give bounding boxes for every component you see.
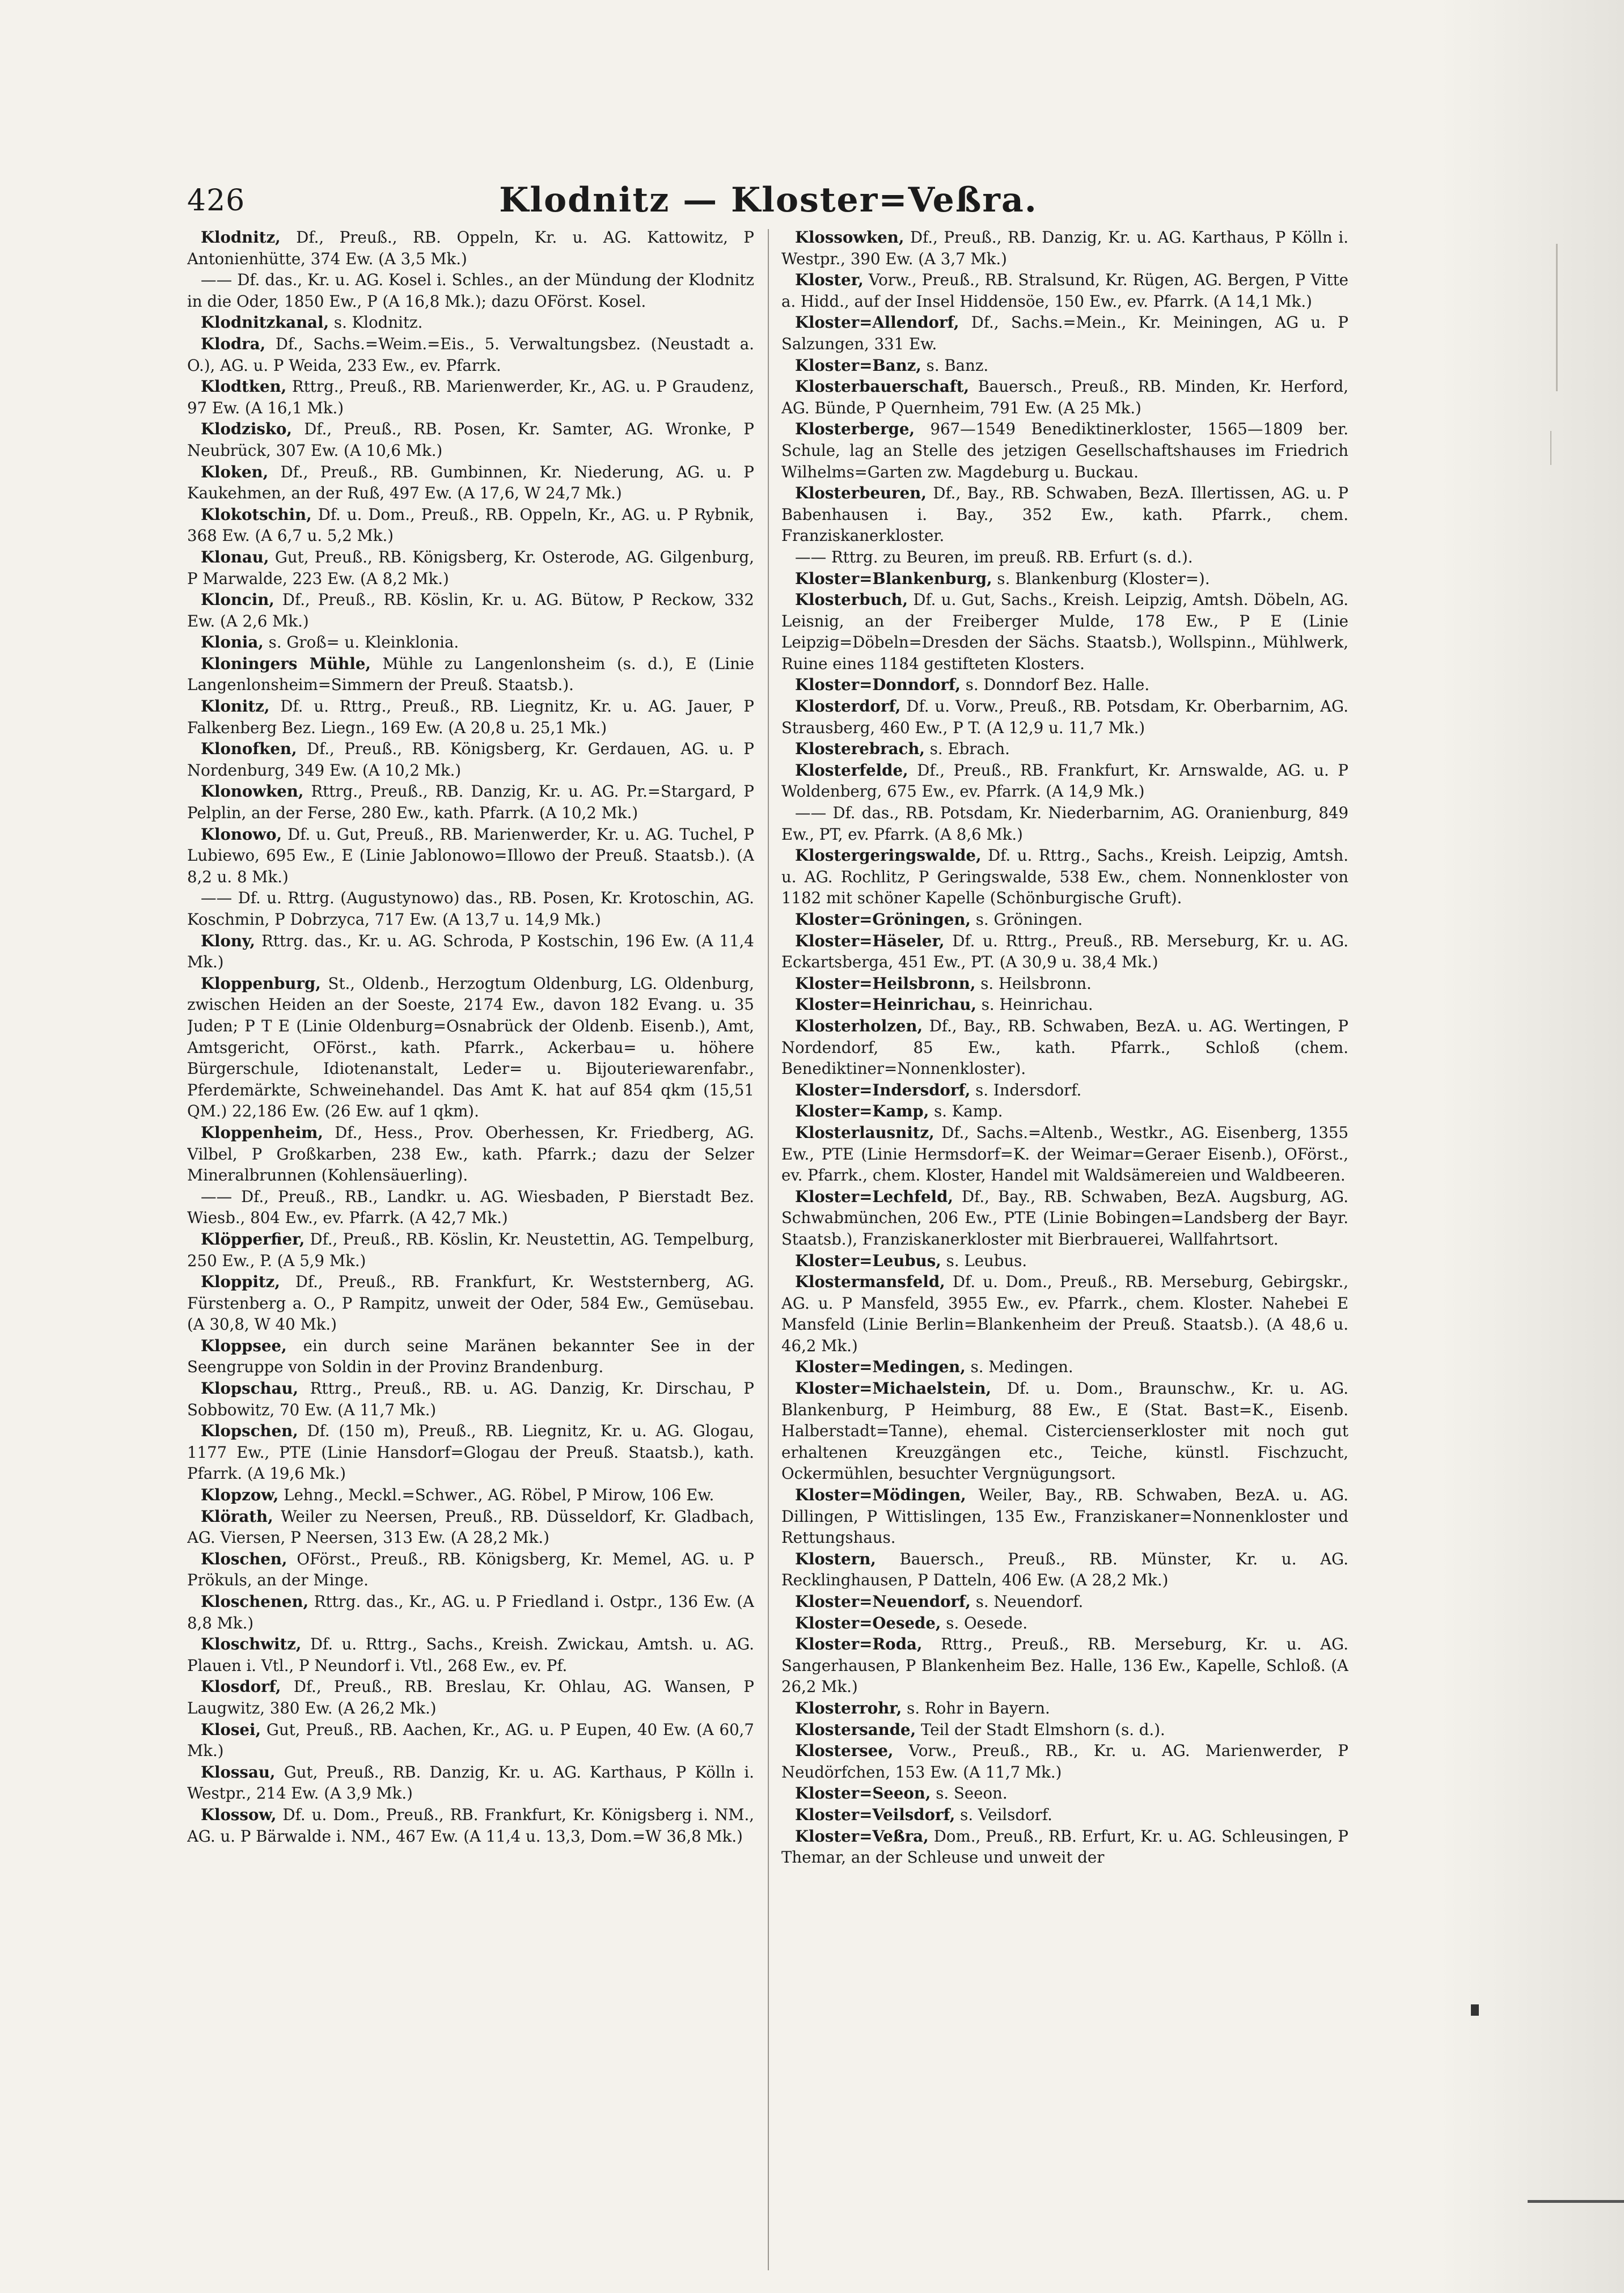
entry-text: Df., Sachs.=Altenb., Westkr., AG. Eisenberg, 1355 Ew., PTE (Linie Hermsdorf=K. der Weimar=Geraer Eisenb.), OFörst., ev. Pfarrk., chem. Kloster, Handel mit Waldsämereien und Waldbeeren. xyxy=(781,1123,1348,1185)
entry-text: Df. u. Dom., Preuß., RB. Merseburg, Gebirgskr., AG. u. P Mansfeld, 3955 Ew., ev. Pfarrk., chem. Kloster. Nahebei E Mansfeld (Linie Berlin=Blankenheim der Preuß. Staatsb.). (A 48,6 u. 46,2 Mk.) xyxy=(781,1272,1348,1355)
entry-text: Bauersch., Preuß., RB. Minden, Kr. Herford, AG. Bünde, P Quernheim, 791 Ew. (A 25 Mk.) xyxy=(781,377,1348,417)
entry-headword: Kloster=Seeon, xyxy=(795,1784,931,1803)
gazetteer-entry xyxy=(187,887,754,930)
entry-text: Df., Preuß., RB. Köslin, Kr. u. AG. Bütow, P Reckow, 332 Ew. (A 2,6 Mk.) xyxy=(187,590,754,631)
gazetteer-entry xyxy=(781,1484,1348,1549)
entry-text: St., Oldenb., Herzogtum Oldenburg, LG. Oldenburg, zwischen Heiden an der Soeste, 2174 Ew., davon 182 Evang. u. 35 Juden; P T E (Linie Oldenburg=Osnabrück der Oldenb. Eisenb.), Amt, Amtsgericht, OFörst., kath. Pfarrk., Ackerbau= u. höhere Bürgerschule, Idiotenanstalt, Leder= u. Bijouteriewarenfabr., Pferdemärkte, Schweinehandel. Das Amt K. hat auf 854 qkm (15,51 QM.) 22,186 Ew. (26 Ew. auf 1 qkm). xyxy=(187,974,754,1121)
column-divider xyxy=(768,229,769,2270)
entry-headword: Klostersee, xyxy=(795,1741,894,1761)
gazetteer-entry xyxy=(781,547,1348,568)
entry-headword: Klonau, xyxy=(201,547,269,566)
gazetteer-entry xyxy=(187,653,754,696)
entry-headword: Klossowken, xyxy=(795,228,904,247)
page-header xyxy=(187,180,1350,226)
entry-text: Df. u. Dom., Preuß., RB. Frankfurt, Kr. Königsberg i. NM., AG. u. P Bärwalde i. NM., 467 Ew. (A 11,4 u. 13,3, Dom.=W 36,8 Mk.) xyxy=(187,1805,754,1846)
entry-text: Df., Preuß., RB. Frankfurt, Kr. Weststernberg, AG. Fürstenberg a. O., P Rampitz, unweit der Oder, 584 Ew., Gemüsebau. (A 30,8, W 40 Mk.) xyxy=(187,1272,754,1334)
entry-text: 967—1549 Benediktinerkloster, 1565—1809 ber. Schule, lag an Stelle des jetzigen Gesellschaftshauses im Friedrich Wilhelms=Garten zw. Magdeburg u. Buckau. xyxy=(781,420,1348,481)
entry-headword: Klosei, xyxy=(201,1720,261,1739)
entry-text: s. Ebrach. xyxy=(924,739,1010,759)
entry-headword: Kloster=Lechfeld, xyxy=(795,1187,953,1206)
entry-headword: Klonofken, xyxy=(201,739,297,759)
entry-text: Df. u. Dom., Braunschw., Kr. u. AG. Blankenburg, P Heimburg, 88 Ew., E (Stat. Bast=K., Eisenb. Halberstadt=Tanne), ehemal. Cistercienserkloster mit noch gut erhaltenen Kreuzgängen etc., Teiche, künstl. Fischzucht, Ockermühlen, besuchter Vergnügungsort. xyxy=(781,1379,1348,1483)
gazetteer-entry xyxy=(187,632,754,653)
entry-text: s. Kamp. xyxy=(929,1102,1003,1121)
entry-headword: Kloschen, xyxy=(201,1549,287,1568)
gazetteer-entry xyxy=(781,994,1348,1016)
gazetteer-entry xyxy=(781,909,1348,930)
gazetteer-entry xyxy=(187,696,754,738)
gazetteer-entry xyxy=(781,1080,1348,1101)
running-title: Klodnitz — Kloster=Veßra. xyxy=(499,180,1038,220)
entry-headword: Klosterberge, xyxy=(795,420,915,439)
gazetteer-entry xyxy=(187,973,754,1122)
gazetteer-entry xyxy=(781,1698,1348,1719)
entry-text: Df. u. Dom., Preuß., RB. Oppeln, Kr., AG. u. P Rybnik, 368 Ew. (A 6,7 u. 5,2 Mk.) xyxy=(187,505,754,545)
entry-text: Df. u. Rttrg., Sachs., Kreish. Zwickau, Amtsh. u. AG. Plauen i. Vtl., P Neundorf i. Vtl., 268 Ew., ev. Pf. xyxy=(187,1635,754,1675)
entry-text: Df. (150 m), Preuß., RB. Liegnitz, Kr. u. AG. Glogau, 1177 Ew., PTE (Linie Hansdorf=Glogau der Preuß. Staatsb.), kath. Pfarrk. (A 19,6 Mk.) xyxy=(187,1422,754,1483)
gazetteer-entry xyxy=(781,1783,1348,1804)
entry-text: Bauersch., Preuß., RB. Münster, Kr. u. AG. Recklinghausen, P Datteln, 406 Ew. (A 28,2 Mk.) xyxy=(781,1549,1348,1590)
entry-headword: Kloster, xyxy=(795,270,864,290)
gazetteer-entry xyxy=(781,1016,1348,1080)
gazetteer-entry xyxy=(781,1826,1348,1868)
gazetteer-entry xyxy=(781,1549,1348,1591)
entry-text: Rttrg., Preuß., RB. Danzig, Kr. u. AG. Pr.=Stargard, P Pelplin, an der Ferse, 280 Ew., kath. Pfarrk. (A 10,2 Mk.) xyxy=(187,782,754,823)
entry-headword: Klony, xyxy=(201,931,255,950)
entry-text: s. Neuendorf. xyxy=(970,1592,1084,1611)
entry-headword: Klodzisko, xyxy=(201,420,292,439)
gazetteer-entry xyxy=(187,1591,754,1634)
entry-text: Vorw., Preuß., RB. Stralsund, Kr. Rügen, AG. Bergen, P Vitte a. Hidd., auf der Insel Hiddensöe, 150 Ew., ev. Pfarrk. (A 14,1 Mk.) xyxy=(781,270,1348,311)
gazetteer-entry xyxy=(781,1613,1348,1634)
gazetteer-entry xyxy=(187,1676,754,1719)
entry-headword: Klostersande, xyxy=(795,1720,916,1739)
gazetteer-entry xyxy=(781,1101,1348,1122)
gazetteer-entry xyxy=(781,1634,1348,1698)
entry-text: Dom., Preuß., RB. Erfurt, Kr. u. AG. Schleusingen, P Themar, an der Schleuse und unweit der xyxy=(781,1826,1348,1867)
entry-headword: Kloster=Michaelstein, xyxy=(795,1379,992,1398)
entry-text: Df., Preuß., RB. Köslin, Kr. Neustettin, AG. Tempelburg, 250 Ew., P. (A 5,9 Mk.) xyxy=(187,1229,754,1270)
entry-text: Df., Preuß., RB. Oppeln, Kr. u. AG. Kattowitz, P Antonienhütte, 374 Ew. (A 3,5 Mk.) xyxy=(187,228,754,268)
entry-headword: Klostergeringswalde, xyxy=(795,846,982,865)
entry-text: s. Heilsbronn. xyxy=(975,974,1092,993)
gazetteer-entry xyxy=(781,1356,1348,1378)
gazetteer-entry xyxy=(781,760,1348,802)
entry-text: Rttrg. das., Kr., AG. u. P Friedland i. Ostpr., 136 Ew. (A 8,8 Mk.) xyxy=(187,1592,754,1632)
gazetteer-entry xyxy=(187,1484,754,1506)
entry-headword: Kloppenheim, xyxy=(201,1123,323,1142)
entry-headword: Klokotschin, xyxy=(201,505,312,524)
entry-headword: Kloster=Roda, xyxy=(795,1635,923,1654)
entry-headword: Kloster=Medingen, xyxy=(795,1357,966,1377)
gazetteer-entry xyxy=(781,269,1348,312)
entry-headword: Klodra, xyxy=(201,334,266,353)
entry-headword: Kloken, xyxy=(201,462,269,481)
right-column xyxy=(781,227,1348,2285)
entry-headword: Kloster=Heilsbronn, xyxy=(795,974,976,993)
entry-text: Df., Bay., RB. Schwaben, BezA. Illertissen, AG. u. P Babenhausen i. Bay., 352 Ew., kath. Pfarrk., chem. Franziskanerkloster. xyxy=(781,484,1348,545)
entry-text: OFörst., Preuß., RB. Königsberg, Kr. Memel, AG. u. P Prökuls, an der Minge. xyxy=(187,1549,754,1590)
entry-text: Df. u. Vorw., Preuß., RB. Potsdam, Kr. Oberbarnim, AG. Strausberg, 460 Ew., P T. (A 12,9 u. 11,7 Mk.) xyxy=(781,697,1348,737)
entry-text: s. Indersdorf. xyxy=(970,1080,1082,1099)
entry-text: ein durch seine Maränen bekannter See in der Seengruppe von Soldin in der Provinz Brandenburg. xyxy=(187,1336,754,1377)
entry-headword: Kloppenburg, xyxy=(201,974,321,993)
entry-headword: Klosterbuch, xyxy=(795,590,908,610)
gazetteer-entry xyxy=(781,376,1348,418)
entry-text: Df., Bay., RB. Schwaben, BezA. u. AG. Wertingen, P Nordendorf, 85 Ew., kath. Pfarrk., Schloß (chem. Benediktiner=Nonnenkloster). xyxy=(781,1016,1348,1078)
gazetteer-entry xyxy=(187,1186,754,1229)
entry-text: s. Seeon. xyxy=(931,1784,1008,1803)
entry-headword: Kloster=Leubus, xyxy=(795,1251,941,1270)
gazetteer-entry xyxy=(187,1420,754,1484)
entry-text: —— Df., Preuß., RB., Landkr. u. AG. Wiesbaden, P Bierstadt Bez. Wiesb., 804 Ew., ev. Pfarrk. (A 42,7 Mk.) xyxy=(187,1187,754,1228)
gazetteer-entry xyxy=(781,1591,1348,1613)
entry-text: s. Donndorf Bez. Halle. xyxy=(960,675,1150,695)
gazetteer-entry xyxy=(187,1506,754,1549)
gazetteer-entry xyxy=(187,781,754,823)
gazetteer-entry xyxy=(187,312,754,333)
gazetteer-entry xyxy=(781,227,1348,269)
gazetteer-entry xyxy=(187,1378,754,1420)
entry-text: Rttrg., Preuß., RB. Marienwerder, Kr., AG. u. P Graudenz, 97 Ew. (A 16,1 Mk.) xyxy=(187,377,754,417)
entry-text: Df., Bay., RB. Schwaben, BezA. Augsburg, AG. Schwabmünchen, 206 Ew., PTE (Linie Bobingen=Landsberg der Bayr. Staatsb.), Franziskanerkloster mit Bierbrauerei, Wallfahrtsort. xyxy=(781,1187,1348,1249)
gazetteer-entry xyxy=(781,1804,1348,1826)
entry-text: Df., Hess., Prov. Oberhessen, Kr. Friedberg, AG. Vilbel, P Großkarben, 238 Ew., kath. Pfarrk.; dazu der Selzer Mineralbrunnen (Kohlensäuerling). xyxy=(187,1123,754,1185)
entry-text: Rttrg., Preuß., RB. u. AG. Danzig, Kr. Dirschau, P Sobbowitz, 70 Ew. (A 11,7 Mk.) xyxy=(187,1379,754,1419)
entry-text: Df., Sachs.=Mein., Kr. Meiningen, AG u. P Salzungen, 331 Ew. xyxy=(781,313,1348,353)
gazetteer-entry xyxy=(187,1122,754,1186)
entry-text: Mühle zu Langenlonsheim (s. d.), E (Linie Langenlonsheim=Simmern der Preuß. Staatsb.). xyxy=(187,654,754,695)
entry-headword: Kloster=Veilsdorf, xyxy=(795,1805,955,1824)
entry-headword: Klonowken, xyxy=(201,782,304,801)
gazetteer-entry xyxy=(781,418,1348,483)
gazetteer-entry xyxy=(781,483,1348,547)
entry-headword: Klosterbauerschaft, xyxy=(795,377,970,396)
gazetteer-entry xyxy=(187,504,754,547)
gazetteer-entry xyxy=(187,930,754,973)
gazetteer-entry xyxy=(187,1335,754,1378)
entry-text: —— Df. das., RB. Potsdam, Kr. Niederbarnim, AG. Oranienburg, 849 Ew., PT, ev. Pfarrk. (A 8,6 Mk.) xyxy=(781,803,1348,844)
gazetteer-entry xyxy=(781,589,1348,674)
entry-headword: Klonia, xyxy=(201,633,264,652)
gazetteer-entry xyxy=(187,1762,754,1804)
entry-text: Df. u. Gut, Sachs., Kreish. Leipzig, Amtsh. Döbeln, AG. Leisnig, an der Freiberger Mulde, 178 Ew., P E (Linie Leipzig=Döbeln=Dresden der Sächs. Staatsb.), Wollspinn., Mühlwerk, Ruine eines 1184 gestifteten Klosters. xyxy=(781,590,1348,673)
entry-headword: Klosterlausnitz, xyxy=(795,1123,934,1142)
entry-headword: Klosdorf, xyxy=(201,1677,281,1697)
gazetteer-entry xyxy=(187,1634,754,1676)
entry-headword: Kloster=Heinrichau, xyxy=(795,995,976,1014)
gazetteer-entry xyxy=(187,462,754,504)
gazetteer-entry xyxy=(187,269,754,312)
gazetteer-entry xyxy=(781,1719,1348,1741)
gazetteer-entry xyxy=(187,1549,754,1591)
entry-text: Df. u. Rttrg., Preuß., RB. Merseburg, Kr. u. AG. Eckartsberga, 451 Ew., PT. (A 30,9 u. 38,4 Mk.) xyxy=(781,931,1348,972)
gazetteer-entry xyxy=(187,418,754,461)
gazetteer-entry xyxy=(781,1378,1348,1484)
entry-headword: Klonitz, xyxy=(201,697,270,716)
entry-text: s. Leubus. xyxy=(941,1251,1027,1270)
gazetteer-entry xyxy=(187,1271,754,1335)
entry-text: s. Gröningen. xyxy=(971,910,1083,929)
gazetteer-entry xyxy=(781,845,1348,909)
gazetteer-entry xyxy=(781,1186,1348,1250)
entry-headword: Klodnitz, xyxy=(201,228,281,247)
entry-headword: Klostern, xyxy=(795,1549,876,1568)
entry-text: Gut, Preuß., RB. Aachen, Kr., AG. u. P Eupen, 40 Ew. (A 60,7 Mk.) xyxy=(187,1720,754,1761)
entry-text: Df., Preuß., RB. Gumbinnen, Kr. Niederung, AG. u. P Kaukehmen, an der Ruß, 497 Ew. (A 17,6, W 24,7 Mk.) xyxy=(187,462,754,503)
entry-text: s. Oesede. xyxy=(941,1613,1028,1632)
entry-headword: Kloster=Donndorf, xyxy=(795,675,961,695)
entry-headword: Klossau, xyxy=(201,1762,276,1782)
entry-headword: Klodtken, xyxy=(201,377,287,396)
gazetteer-entry xyxy=(187,1804,754,1847)
entry-headword: Klopschen, xyxy=(201,1422,298,1441)
entry-text: Rttrg. das., Kr. u. AG. Schroda, P Kostschin, 196 Ew. (A 11,4 Mk.) xyxy=(187,931,754,972)
entry-headword: Kloster=Gröningen, xyxy=(795,910,971,929)
entry-text: s. Heinrichau. xyxy=(976,995,1093,1014)
entry-headword: Kloningers Mühle, xyxy=(201,654,371,673)
entry-headword: Kloppsee, xyxy=(201,1336,287,1355)
gazetteer-entry xyxy=(781,738,1348,760)
entry-text: Weiler zu Neersen, Preuß., RB. Düsseldorf, Kr. Gladbach, AG. Viersen, P Neersen, 313 Ew. (A 28,2 Mk.) xyxy=(187,1507,754,1547)
entry-headword: Klöpperfier, xyxy=(201,1229,305,1249)
entry-headword: Klonowo, xyxy=(201,824,282,844)
gazetteer-entry xyxy=(781,930,1348,973)
entry-headword: Klopzow, xyxy=(201,1486,279,1505)
entry-headword: Kloschwitz, xyxy=(201,1635,302,1654)
entry-text: Df. u. Rttrg., Sachs., Kreish. Leipzig, Amtsh. u. AG. Rochlitz, P Geringswalde, 538 Ew., chem. Nonnenkloster von 1182 mit schöner Kapelle (Schönburgische Gruft). xyxy=(781,846,1348,908)
left-column xyxy=(187,227,754,2285)
gazetteer-entry xyxy=(781,1122,1348,1186)
entry-headword: Kloster=Neuendorf, xyxy=(795,1592,971,1611)
entry-headword: Klörath, xyxy=(201,1507,273,1526)
entry-text: Vorw., Preuß., RB., Kr. u. AG. Marienwerder, P Neudörfchen, 153 Ew. (A 11,7 Mk.) xyxy=(781,1741,1348,1782)
gazetteer-entry xyxy=(781,973,1348,995)
entry-headword: Kloster=Indersdorf, xyxy=(795,1080,971,1099)
entry-text: Df., Preuß., RB. Breslau, Kr. Ohlau, AG. Wansen, P Laugwitz, 380 Ew. (A 26,2 Mk.) xyxy=(187,1677,754,1717)
entry-text: Df., Preuß., RB. Danzig, Kr. u. AG. Karthaus, P Kölln i. Westpr., 390 Ew. (A 3,7 Mk.) xyxy=(781,228,1348,268)
entry-headword: Klosterfelde, xyxy=(795,760,908,780)
entry-text: Df., Preuß., RB. Posen, Kr. Samter, AG. Wronke, P Neubrück, 307 Ew. (A 10,6 Mk.) xyxy=(187,420,754,460)
entry-headword: Klopschau, xyxy=(201,1379,299,1398)
entry-text: Gut, Preuß., RB. Danzig, Kr. u. AG. Karthaus, P Kölln i. Westpr., 214 Ew. (A 3,9 Mk.) xyxy=(187,1762,754,1803)
page-number: 426 xyxy=(187,184,246,218)
entry-text: Teil der Stadt Elmshorn (s. d.). xyxy=(916,1720,1165,1739)
gazetteer-entry xyxy=(187,227,754,269)
gazetteer-entry xyxy=(187,1229,754,1271)
entry-text: Df., Sachs.=Weim.=Eis., 5. Verwaltungsbez. (Neustadt a. O.), AG. u. P Weida, 233 Ew., ev. Pfarrk. xyxy=(187,334,754,375)
gazetteer-entry xyxy=(781,1250,1348,1272)
gazetteer-entry xyxy=(187,333,754,376)
gazetteer-entry xyxy=(187,1719,754,1762)
entry-headword: Kloster=Kamp, xyxy=(795,1102,929,1121)
gazetteer-entry xyxy=(781,696,1348,738)
entry-text: Df., Preuß., RB. Frankfurt, Kr. Arnswalde, AG. u. P Woldenberg, 675 Ew., ev. Pfarrk. (A 14,9 Mk.) xyxy=(781,760,1348,801)
gazetteer-entry xyxy=(781,568,1348,590)
entry-headword: Klodnitzkanal, xyxy=(201,313,329,332)
entry-headword: Kloncin, xyxy=(201,590,274,610)
entry-text: s. Veilsdorf. xyxy=(955,1805,1052,1824)
entry-headword: Klosterbeuren, xyxy=(795,484,927,503)
entry-text: —— Rttrg. zu Beuren, im preuß. RB. Erfurt (s. d.). xyxy=(795,547,1193,566)
entry-headword: Klosterholzen, xyxy=(795,1016,923,1035)
entry-text: —— Df. das., Kr. u. AG. Kosel i. Schles., an der Mündung der Klodnitz in die Oder, 1850 Ew., P (A 16,8 Mk.); dazu OFörst. Kosel. xyxy=(187,270,754,311)
entry-headword: Klosterrohr, xyxy=(795,1698,902,1717)
entry-headword: Kloster=Blankenburg, xyxy=(795,569,992,588)
entry-text: Gut, Preuß., RB. Königsberg, Kr. Osterode, AG. Gilgenburg, P Marwalde, 223 Ew. (A 8,2 Mk.) xyxy=(187,547,754,588)
entry-text: s. Rohr in Bayern. xyxy=(902,1698,1050,1717)
gazetteer-entry xyxy=(781,1271,1348,1356)
entry-text: Weiler, Bay., RB. Schwaben, BezA. u. AG. Dillingen, P Wittislingen, 135 Ew., Franziskaner=Nonnenkloster und Rettungshaus. xyxy=(781,1486,1348,1547)
entry-headword: Kloschenen, xyxy=(201,1592,309,1611)
entry-text: Df. u. Rttrg., Preuß., RB. Liegnitz, Kr. u. AG. Jauer, P Falkenberg Bez. Liegn., 169 Ew. (A 20,8 u. 25,1 Mk.) xyxy=(187,697,754,737)
entry-text: s. Blankenburg (Kloster=). xyxy=(992,569,1210,588)
entry-headword: Klosterebrach, xyxy=(795,739,925,759)
entry-text: s. Medingen. xyxy=(965,1357,1073,1377)
entry-headword: Kloster=Häseler, xyxy=(795,931,945,950)
gazetteer-entry xyxy=(187,547,754,589)
gazetteer-entry xyxy=(781,312,1348,354)
entry-text: Lehng., Meckl.=Schwer., AG. Röbel, P Mirow, 106 Ew. xyxy=(278,1486,714,1505)
entry-text: Df. u. Gut, Preuß., RB. Marienwerder, Kr. u. AG. Tuchel, P Lubiewo, 695 Ew., E (Linie Jablonowo=Illowo der Preuß. Staatsb.). (A 8,2 u. 8 Mk.) xyxy=(187,824,754,886)
entry-headword: Kloppitz, xyxy=(201,1272,280,1292)
entry-headword: Kloster=Banz, xyxy=(795,356,921,375)
entry-text: —— Df. u. Rttrg. (Augustynowo) das., RB. Posen, Kr. Krotoschin, AG. Koschmin, P Dobrzyca, 717 Ew. (A 13,7 u. 14,9 Mk.) xyxy=(187,889,754,929)
gazetteer-entry xyxy=(187,376,754,418)
scan-margin xyxy=(1437,0,1624,2293)
entry-headword: Klossow, xyxy=(201,1805,277,1824)
entry-text: s. Groß= u. Kleinklonia. xyxy=(263,633,459,652)
gazetteer-entry xyxy=(781,355,1348,376)
entry-headword: Kloster=Allendorf, xyxy=(795,313,959,332)
entry-headword: Kloster=Veßra, xyxy=(795,1826,929,1846)
entry-text: s. Banz. xyxy=(921,356,989,375)
gazetteer-entry xyxy=(781,802,1348,845)
gazetteer-entry xyxy=(781,1740,1348,1783)
entry-text: Df., Preuß., RB. Königsberg, Kr. Gerdauen, AG. u. P Nordenburg, 349 Ew. (A 10,2 Mk.) xyxy=(187,739,754,780)
gazetteer-entry xyxy=(187,589,754,632)
entry-text: s. Klodnitz. xyxy=(329,313,423,332)
gazetteer-entry xyxy=(781,674,1348,696)
entry-headword: Klostermansfeld, xyxy=(795,1272,945,1292)
gazetteer-entry xyxy=(187,738,754,781)
entry-text: Rttrg., Preuß., RB. Merseburg, Kr. u. AG. Sangerhausen, P Blankenheim Bez. Halle, 136 Ew., Kapelle, Schloß. (A 26,2 Mk.) xyxy=(781,1635,1348,1697)
entry-headword: Kloster=Mödingen, xyxy=(795,1486,966,1505)
entry-headword: Klosterdorf, xyxy=(795,697,901,716)
gazetteer-entry xyxy=(187,824,754,888)
entry-headword: Kloster=Oesede, xyxy=(795,1613,941,1632)
